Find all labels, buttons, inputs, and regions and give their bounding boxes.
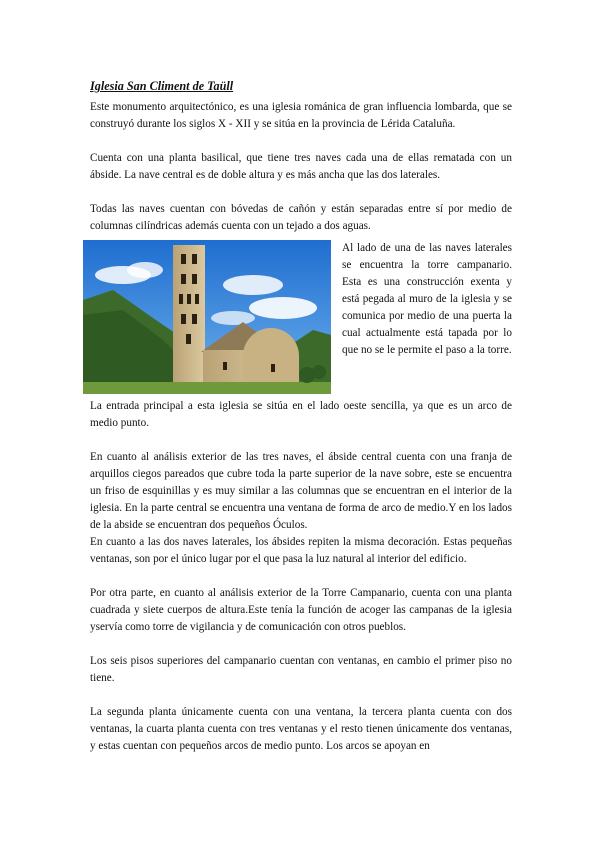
paragraph-main-entrance: La entrada principal a esta iglesia se sitúa en el lado oeste sencilla, ya que es un arco de medio punto. <box>90 400 512 429</box>
document-body <box>90 78 512 755</box>
church-photo <box>83 240 331 394</box>
paragraph-floor-plan: Cuenta con una planta basilical, que tiene tres naves cada una de ellas rematada con un ábside. La nave central es de doble altura y es más ancha que las dos laterales. <box>90 152 512 181</box>
figure-row <box>90 240 512 394</box>
document-title: Iglesia San Climent de Taüll <box>90 79 234 93</box>
paragraph-side-naves: En cuanto a las dos naves laterales, los ábsides repiten la misma decoración. Estas pequeñas ventanas, son por el único lugar por el que pasa la luz natural al interior del edificio. <box>90 536 512 565</box>
paragraph-intro: Este monumento arquitectónico, es una iglesia románica de gran influencia lombarda, que se construyó durante los siglos X - XII y se sitúa en la provincia de Lérida Cataluña. <box>90 101 512 130</box>
paragraph-vaults: Todas las naves cuentan con bóvedas de cañón y están separadas entre sí por medio de columnas cilíndricas además cuenta con un tejado a dos aguas. <box>90 203 512 232</box>
paragraph-upper-floors: Los seis pisos superiores del campanario cuentan con ventanas, en cambio el primer piso no tiene. <box>90 655 512 684</box>
paragraph-exterior-naves: En cuanto al análisis exterior de las tres naves, el ábside central cuenta con una franja de arquillos ciegos pareados que cubre toda la parte superior de la nave sobre, este se encuentra un friso de esquinillas y es muy similar a las columnas que se encuentran en el interior de la iglesia. En la parte central se encuentra una ventana de forma de arco de medio.Y en los lados de la abside se encuentran dos pequeños Óculos. <box>90 451 512 531</box>
paragraph-windows: La segunda planta únicamente cuenta con una ventana, la tercera planta cuenta con dos ventanas, la cuarta planta cuenta con tres ventanas y el resto tienen únicamente dos ventanas, y estas cuentan con pequeños arcos de medio punto. Los arcos se apoyan en <box>90 706 512 752</box>
paragraph-tower-exterior: Por otra parte, en cuanto al análisis exterior de la Torre Campanario, cuenta con una planta cuadrada y siete cuerpos de altura.Este tenía la función de acoger las campanas de la iglesia yservía como torre de vigilancia y de comunicación con otros pueblos. <box>90 587 512 633</box>
paragraph-bell-tower: Al lado de una de las naves laterales se encuentra la torre campanario. Esta es una construcción exenta y está pegada al muro de la iglesia y se comunica por medio de una puerta la cual actualmente está tapada por lo que no se le permite el paso a la torre. <box>342 242 512 356</box>
